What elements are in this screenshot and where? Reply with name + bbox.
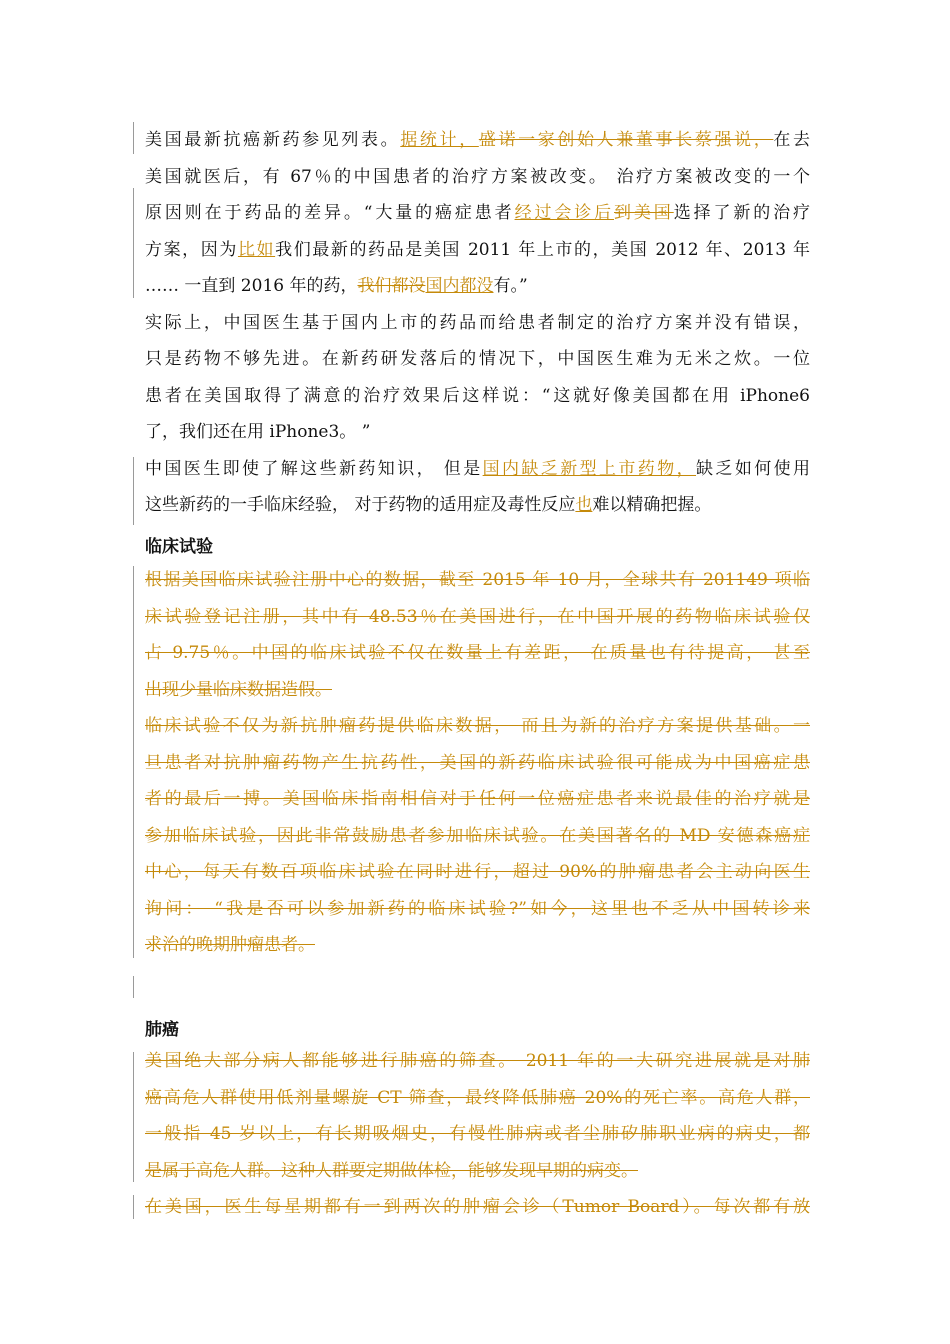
text-line: [145, 451, 810, 488]
revision-bar: [133, 188, 134, 298]
paragraph-deleted-tumor-board: [145, 1189, 810, 1226]
revision-bar: [133, 976, 134, 998]
deleted-text: 到美国: [614, 203, 674, 223]
text-line: 癌高危人群使用低剂量螺旋 CT 筛查，最终降低肺癌 20%的死亡率。高危人群，: [145, 1087, 810, 1108]
text-run: 有。”: [493, 276, 528, 296]
text-line: 美国就医后，有 67％的中国患者的治疗方案被改变。 治疗方案被改变的一个: [145, 166, 810, 187]
text-line: 占 9.75％。中国的临床试验不仅在数量上有差距， 在质量也有待提高， 甚至: [145, 643, 810, 663]
paragraph-clinical-experience: [145, 451, 810, 524]
revision-bar: [133, 1195, 134, 1219]
text-run: 中国医生即使了解这些新药知识， 但是: [145, 458, 483, 479]
text-line: 只是药物不够先进。在新药研发落后的情况下，中国医生难为无米之炊。一位: [145, 349, 810, 369]
text-run: …… 一直到 2016 年的药，: [145, 276, 358, 296]
text-line: [145, 122, 810, 159]
text-run: 选择了新的治疗: [673, 203, 811, 223]
inserted-text: 比如: [237, 239, 276, 260]
revision-bar: [133, 566, 134, 958]
revision-bar: [133, 457, 134, 525]
text-line: 床试验登记注册，其中有 48.53％在美国进行，在中国开展的药物临床试验仅: [145, 606, 810, 627]
section-heading: 临床试验: [145, 537, 213, 557]
revision-bar: [133, 122, 134, 154]
text-run: 我们最新的药品是美国 2011 年上市的，美国 2012 年、2013 年: [275, 239, 811, 260]
text-line: 旦患者对抗肿瘤药物产生抗药性，美国的新药临床试验很可能成为中国癌症患: [145, 752, 810, 773]
deleted-text: 盛诺一家创始人兼董事长蔡强说，: [478, 130, 774, 150]
text-line: 患者在美国取得了满意的治疗效果后这样说：“这就好像美国都在用 iPhone6: [145, 385, 810, 406]
paragraph-doctors-plan: [145, 305, 810, 451]
paragraph-deleted-lung-screening: [145, 1043, 810, 1189]
paragraph-deleted-trial-value: [145, 708, 810, 964]
text-line: 中心，每天有数百项临床试验在同时进行，超过 90%的肿瘤患者会主动向医生: [145, 862, 810, 882]
text-line: 是属于高危人群。这种人群要定期做体检，能够发现早期的病变。: [145, 1160, 638, 1181]
inserted-text: 也: [575, 495, 593, 515]
section-heading: 肺癌: [145, 1020, 179, 1040]
text-run: 方案，因为: [145, 239, 238, 260]
text-line: [145, 487, 810, 524]
inserted-text: 经过会诊后: [514, 203, 615, 223]
deleted-text: 我们都没: [357, 276, 426, 296]
text-line: 参加临床试验，因此非常鼓励患者参加临床试验。在美国著名的 MD 安德森癌症: [145, 825, 810, 846]
text-run: 缺乏如何使用: [696, 458, 811, 479]
inserted-text: 据统计，: [400, 130, 479, 150]
inserted-text: 国内缺乏新型上市药物，: [482, 458, 697, 479]
text-line: [145, 232, 810, 269]
text-line: 询问： “我是否可以参加新药的临床试验?”如今，这里也不乏从中国转诊来: [145, 898, 810, 919]
text-run: 在去: [773, 130, 811, 150]
text-line: 实际上，中国医生基于国内上市的药品而给患者制定的治疗方案并没有错误，: [145, 312, 810, 333]
text-run: 难以精确把握。: [592, 495, 712, 515]
text-run: 美国最新抗癌新药参见列表。: [145, 130, 401, 150]
text-line: 了，我们还在用 iPhone3。 ”: [145, 422, 371, 442]
text-line: 在美国，医生每星期都有一到两次的肿瘤会诊（Tumor Board）。每次都有放: [145, 1197, 810, 1217]
inserted-text: 国内都没: [425, 276, 494, 296]
text-run: 原因则在于药品的差异。“大量的癌症患者: [145, 203, 515, 223]
text-line: 美国绝大部分病人都能够进行肺癌的筛查。 2011 年的一大研究进展就是对肺: [145, 1051, 810, 1071]
paragraph-new-drug-list: [145, 122, 810, 305]
text-line: [145, 268, 810, 305]
text-line: 出现少量临床数据造假。: [145, 679, 332, 700]
revision-bar: [133, 1052, 134, 1182]
text-line: 求治的晚期肿瘤患者。: [145, 935, 315, 955]
text-line: 根据美国临床试验注册中心的数据，截至 2015 年 10 月，全球共有 201149 项临: [145, 570, 810, 590]
text-line: 临床试验不仅为新抗肿瘤药提供临床数据， 而且为新的治疗方案提供基础。一: [145, 716, 810, 736]
text-line: [145, 195, 810, 232]
text-line: 者的最后一搏。美国临床指南相信对于任何一位癌症患者来说最佳的治疗就是: [145, 789, 810, 809]
text-run: 这些新药的一手临床经验， 对于药物的适用症及毒性反应: [145, 495, 576, 515]
paragraph-deleted-trial-stats: [145, 562, 810, 708]
text-line: 一般指 45 岁以上，有长期吸烟史，有慢性肺病或者尘肺矽肺职业病的病史，都: [145, 1124, 810, 1144]
